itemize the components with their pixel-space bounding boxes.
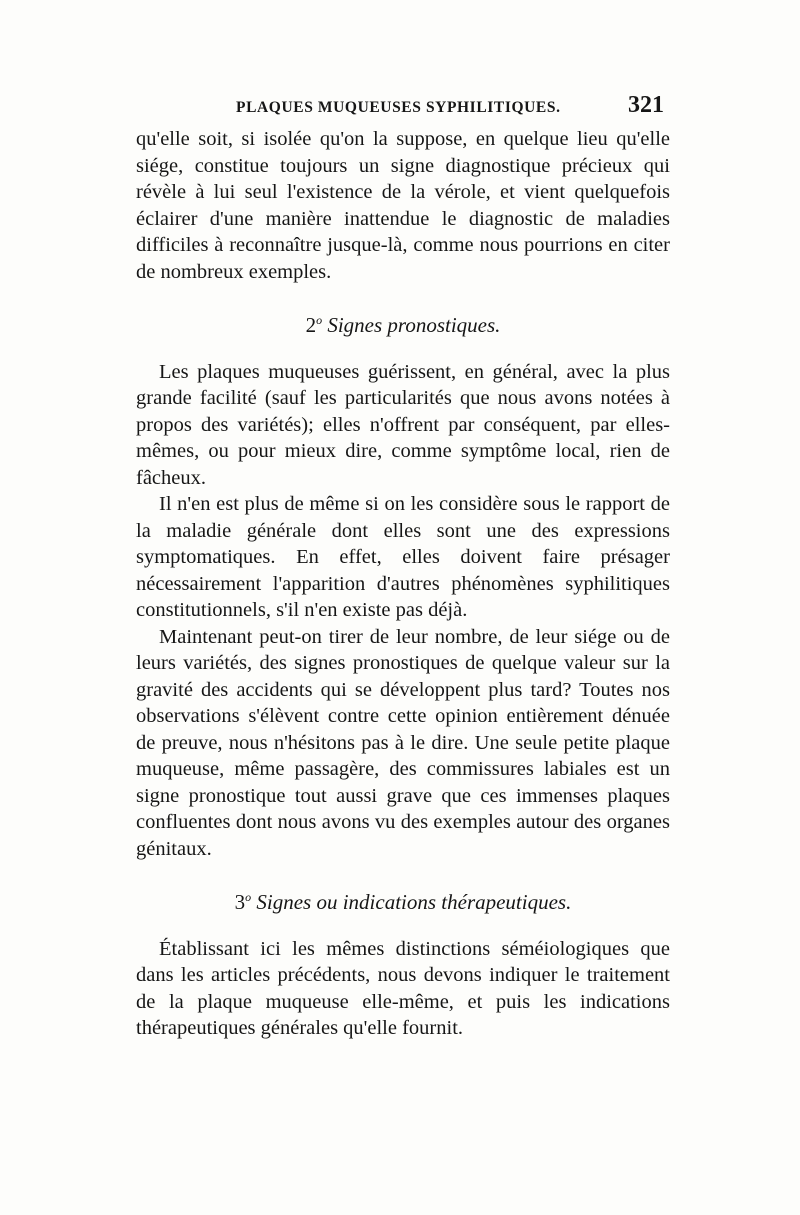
ordinal-marker: o: [245, 890, 252, 904]
section-heading-therapeutic: [136, 884, 670, 916]
section-number: 3: [234, 890, 246, 914]
paragraph: Il n'en est plus de même si on les considère sous le rapport de la maladie générale dont elles sont une des expressions symptomatiques. En effet, elles doivent faire présager nécessairement l'apparition d'autres phénomènes syphilitiques constitutionnels, s'il n'en existe pas déjà.: [136, 493, 670, 621]
ordinal-marker: o: [316, 313, 323, 327]
section-title: Signes ou indications thérapeutiques.: [256, 890, 572, 914]
page-body: [136, 126, 670, 1042]
paragraph: Les plaques muqueuses guérissent, en général, avec la plus grande facilité (sauf les particularités que nous avons notées à propos des variétés); elles n'offrent par conséquent, par elles-mêmes, ou pour mieux dire, comme symptôme local, rien de fâcheux.: [136, 360, 670, 489]
paragraph: Maintenant peut-on tirer de leur nombre, de leur siége ou de leurs variétés, des signes pronostiques de quelque valeur sur la gravité des accidents qui se développent plus tard? Toutes nos observations s'élèvent contre cette opinion entièrement dénuée de preuve, nous n'hésitons pas à le dire. Une seule petite plaque muqueuse, même passagère, des commissures labiales est un signe pronostique tout aussi grave que ces immenses plaques confluentes dont nous avons vu des exemples autour des organes génitaux.: [136, 625, 670, 860]
running-header: [136, 90, 670, 120]
section-number: 2: [305, 313, 317, 337]
paragraph-continuation: qu'elle soit, si isolée qu'on la suppose, en quelque lieu qu'elle siége, constitue toujours un signe diagnostique précieux qui révèle à lui seul l'existence de la vérole, et vient quelquefois éclairer d'une manière inattendue le diagnostic de maladies difficiles à reconnaître jusque-là, comme nous pourrions en citer de nombreux exemples.: [136, 128, 670, 283]
page-number: 321: [628, 92, 664, 118]
section-title: Signes pronostiques.: [327, 313, 501, 337]
running-title: PLAQUES MUQUEUSES SYPHILITIQUES.: [236, 99, 561, 116]
paragraph: Établissant ici les mêmes distinctions séméiologiques que dans les articles précédents, nous devons indiquer le traitement de la plaque muqueuse elle-même, et puis les indications thérapeutiques générales qu'elle fournit.: [136, 937, 670, 1039]
book-page: [136, 90, 670, 1042]
section-heading-prognostic: [136, 307, 670, 339]
